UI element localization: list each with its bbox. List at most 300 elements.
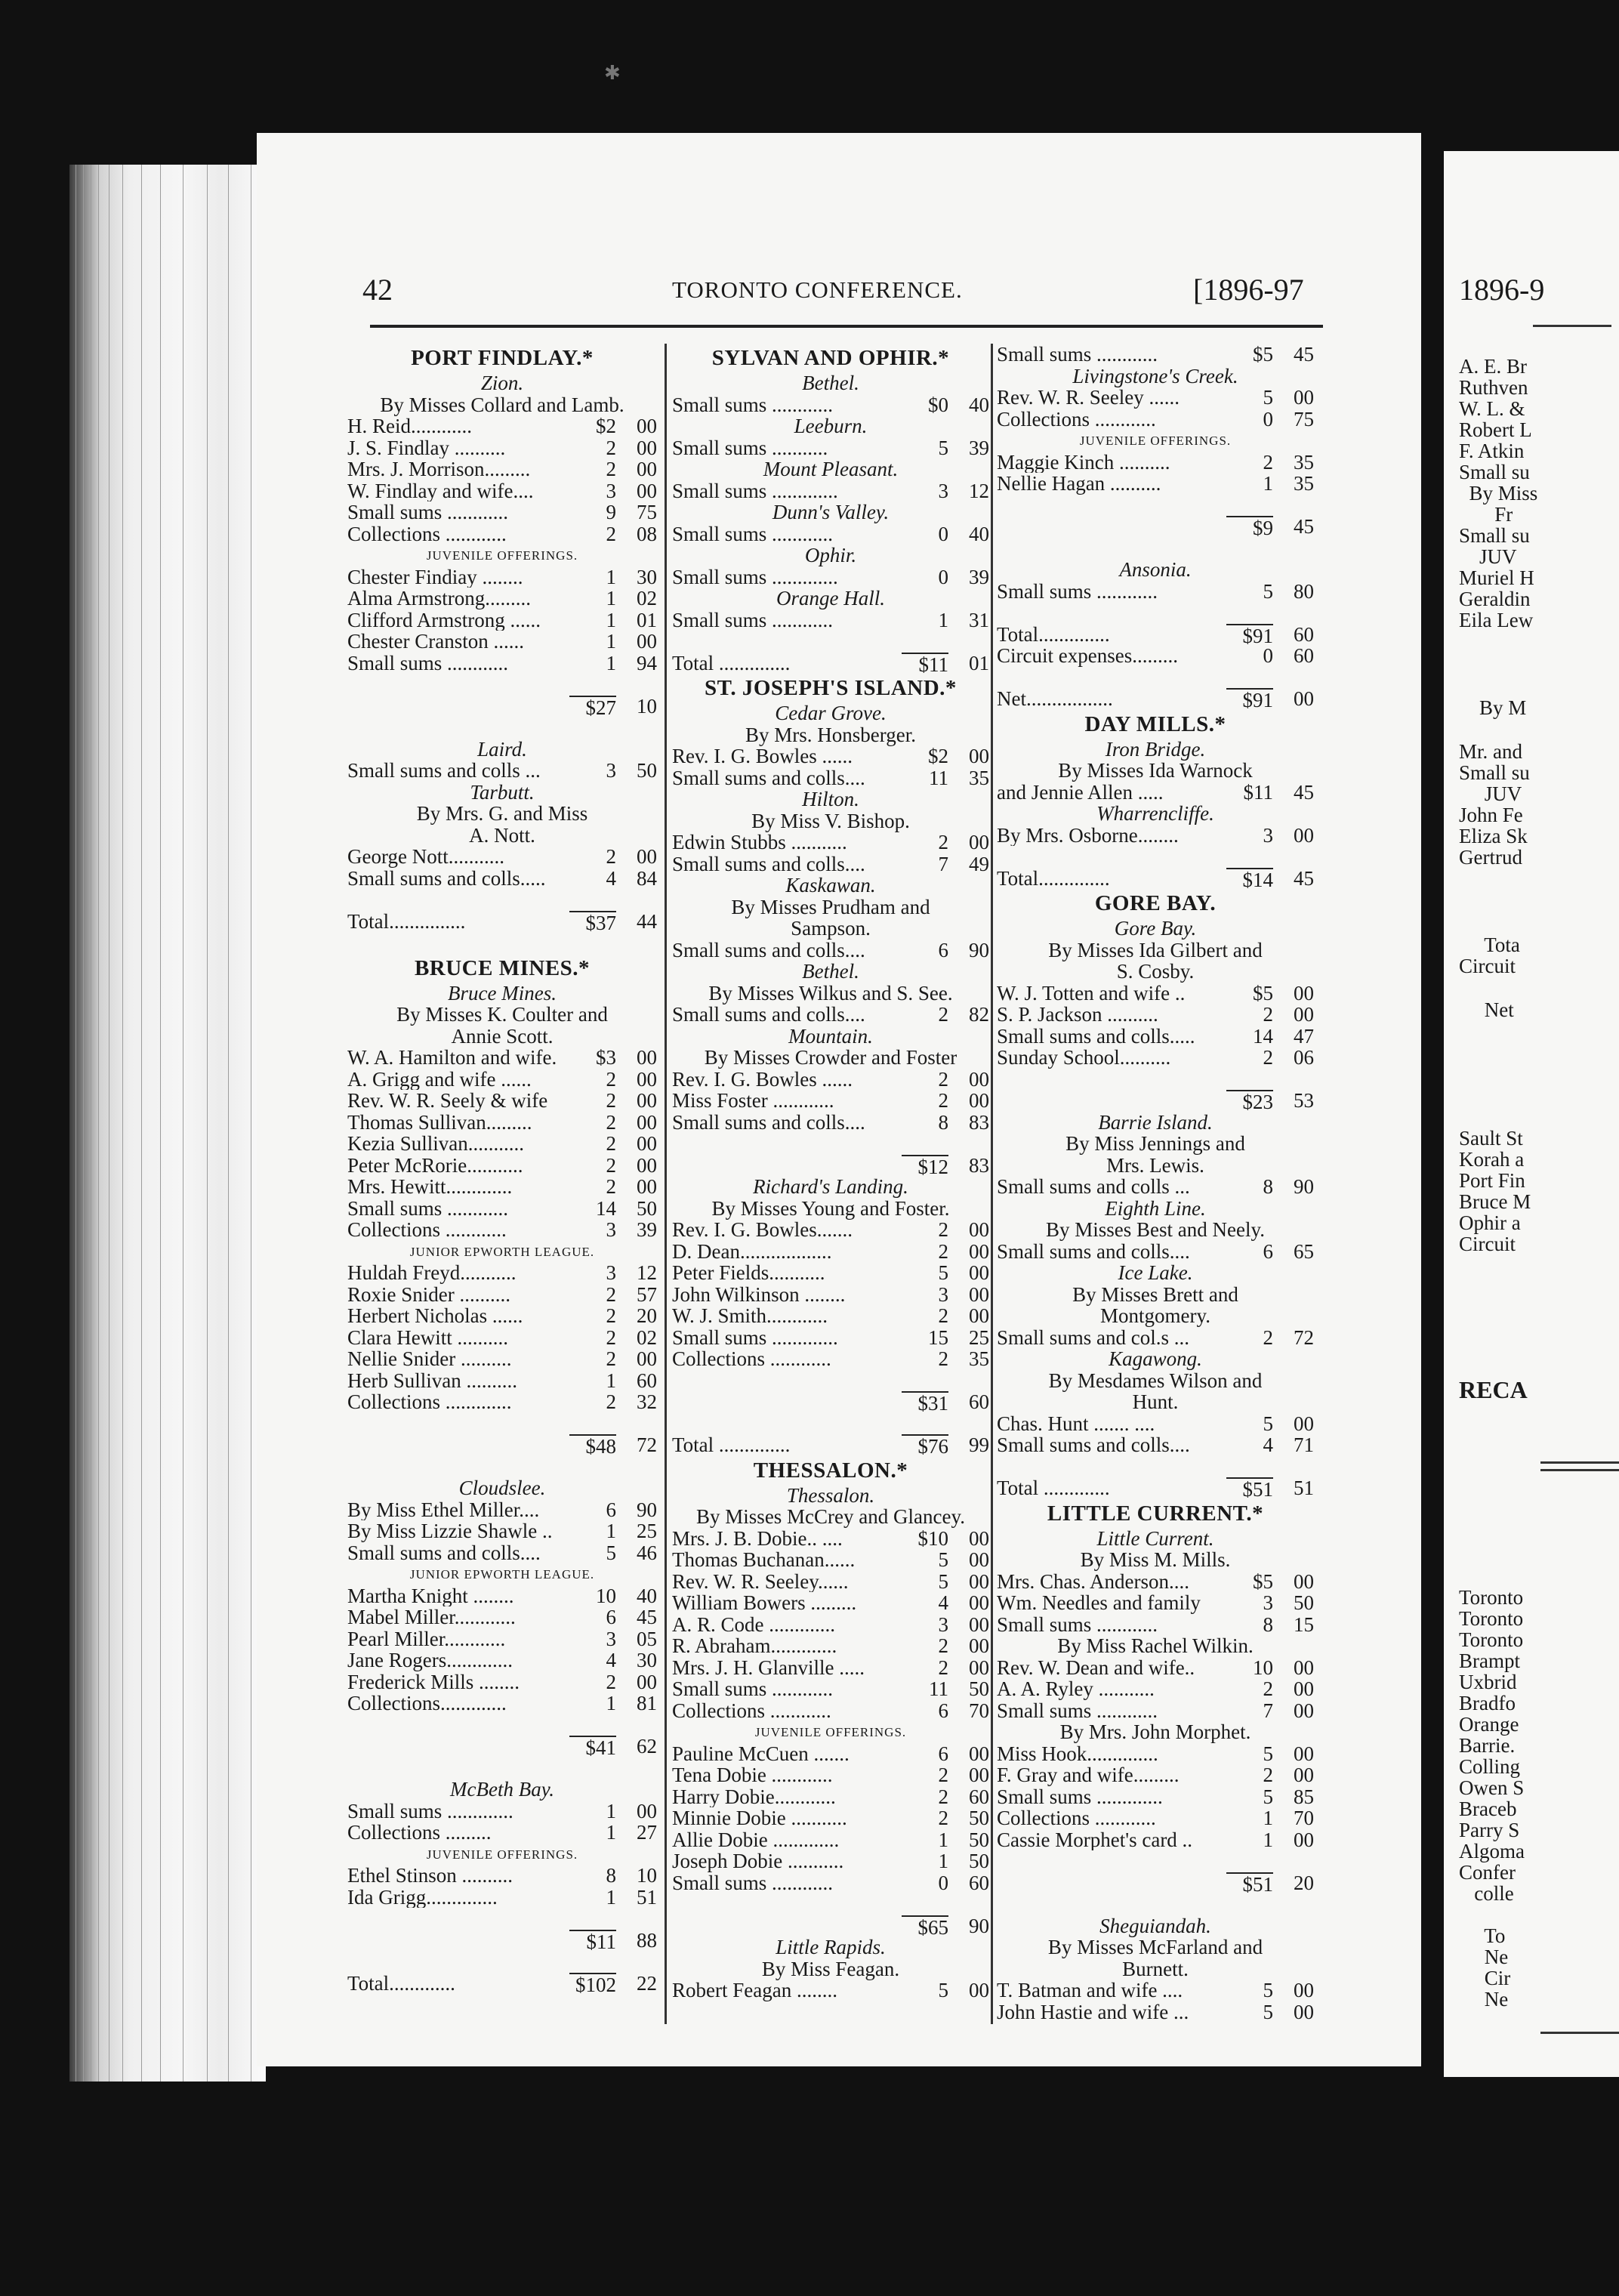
- amount-dollars: $51: [1226, 1872, 1273, 1894]
- entry-name: Collections.............: [347, 1693, 507, 1714]
- amount-cents: 20: [637, 1305, 657, 1327]
- amount-cents: 00: [969, 1656, 989, 1678]
- entry-name: Rev. W. R. Seeley......: [672, 1570, 849, 1592]
- entry-row: [347, 1176, 657, 1198]
- entry-row: [997, 1614, 1314, 1636]
- entry-row: [347, 1822, 657, 1844]
- amount-cents: 00: [969, 1283, 989, 1305]
- entry-name: R. Abraham.............: [672, 1635, 837, 1657]
- entry-name: Small sums .............: [672, 1326, 838, 1348]
- amount-cents: 00: [637, 1133, 657, 1155]
- entry-name: Small sums .............: [672, 566, 838, 588]
- amount-cents: 45: [637, 1606, 657, 1628]
- amount-cents: 20: [1294, 1872, 1314, 1893]
- entry-row: [347, 523, 657, 545]
- amount-cents: 00: [1294, 1980, 1314, 2001]
- right-page-fragment: Gertrud: [1459, 846, 1522, 869]
- entry-row: [997, 1786, 1314, 1808]
- amount-cents: 30: [637, 1649, 657, 1671]
- spacer: [997, 667, 1314, 689]
- amount-dollars: 2: [938, 1068, 948, 1090]
- entry-row: [672, 1678, 989, 1700]
- amount-dollars: 5: [1263, 1412, 1273, 1434]
- entry-row: [347, 846, 657, 868]
- entry-name: [672, 1391, 902, 1413]
- amount-cents: 22: [637, 1972, 657, 1994]
- entry-name: Total..............: [997, 623, 1110, 645]
- amount-cents: 60: [1294, 645, 1314, 667]
- amount-dollars: $102: [569, 1973, 616, 1995]
- entry-name: Small sums ............: [997, 580, 1158, 602]
- amount-cents: 99: [969, 1434, 989, 1456]
- entry-name: A. A. Ryley ...........: [997, 1678, 1155, 1700]
- amount-dollars: 2: [606, 1671, 616, 1693]
- entry-name: Small sums ............: [347, 652, 509, 674]
- entry-name: Rev. W. R. Seeley ......: [997, 387, 1180, 409]
- right-page-fragment: Tota: [1459, 934, 1520, 956]
- total-row: [997, 868, 1314, 890]
- entry-name: W. Findlay and wife....: [347, 480, 534, 501]
- entry-row: [672, 1635, 989, 1657]
- amount-dollars: $91: [1226, 624, 1273, 646]
- right-page-fragment: RECA: [1459, 1376, 1528, 1403]
- amount-dollars: 1: [1263, 1828, 1273, 1850]
- entry-name: Collections .............: [347, 1391, 512, 1413]
- amount-cents: 50: [969, 1678, 989, 1700]
- entry-row: [672, 1219, 989, 1241]
- entry-name: F. Gray and wife.........: [997, 1764, 1180, 1786]
- entry-name: Herbert Nicholas ......: [347, 1305, 523, 1327]
- right-page-fragment: Bradfo: [1459, 1692, 1516, 1714]
- amount-cents: 00: [637, 1090, 657, 1112]
- entry-row: [347, 458, 657, 480]
- amount-dollars: 3: [938, 1283, 948, 1305]
- amount-cents: 00: [1294, 1699, 1314, 1721]
- amount-dollars: 14: [596, 1197, 616, 1219]
- amount-dollars: 5: [1263, 580, 1273, 602]
- amount-dollars: 10: [1253, 1656, 1273, 1678]
- place-name: Livingstone's Creek.: [1072, 364, 1238, 387]
- amount-cents: 00: [637, 1047, 657, 1069]
- amount-cents: 35: [969, 767, 989, 788]
- amount-cents: 81: [637, 1693, 657, 1714]
- amount-cents: 00: [969, 1549, 989, 1571]
- amount-dollars: 2: [606, 437, 616, 458]
- entry-name: Jane Rogers.............: [347, 1649, 513, 1671]
- entry-name: Cassie Morphet's card ..: [997, 1828, 1193, 1850]
- amount-dollars: 2: [938, 1656, 948, 1678]
- amount-dollars: 2: [606, 1068, 616, 1090]
- right-page-fragment: Ruthven: [1459, 376, 1528, 399]
- amount-dollars: $23: [1226, 1090, 1273, 1112]
- total-row: [997, 1090, 1314, 1112]
- amount-cents: 00: [637, 1671, 657, 1693]
- amount-cents: 00: [637, 415, 657, 437]
- amount-dollars: $5: [1253, 982, 1273, 1004]
- collector-line: By Misses Ida Warnock: [1058, 759, 1253, 782]
- entry-name: Small sums and colls....: [672, 939, 865, 961]
- entry-name: Peter Fields...........: [672, 1262, 825, 1284]
- amount-cents: 94: [637, 652, 657, 674]
- page-number: 42: [362, 273, 393, 307]
- amount-dollars: 2: [606, 1326, 616, 1348]
- place-name: Richard's Landing.: [753, 1175, 908, 1198]
- spacer: [997, 1850, 1314, 1872]
- right-page-fragment: Confer: [1459, 1861, 1516, 1884]
- right-page-fragment: Circuit: [1459, 955, 1521, 977]
- amount-cents: 00: [1294, 1656, 1314, 1678]
- column-divider-1: [665, 344, 667, 2024]
- right-page-fragment: Parry S: [1459, 1819, 1520, 1841]
- entry-row: [672, 1764, 989, 1786]
- amount-cents: 01: [637, 609, 657, 631]
- right-page-fragment: colle: [1459, 1882, 1514, 1905]
- entry-name: By Mrs. Osborne........: [997, 824, 1179, 846]
- collector-line: By Misses Best and Neely.: [1046, 1218, 1265, 1241]
- collector-line: By Mrs. Honsberger.: [745, 723, 916, 746]
- place-name: Little Rapids.: [776, 1936, 886, 1958]
- amount-dollars: 5: [1263, 387, 1273, 409]
- amount-dollars: $14: [1226, 868, 1273, 890]
- right-page-fragment: A. E. Br: [1459, 355, 1527, 378]
- amount-cents: 00: [969, 1570, 989, 1592]
- amount-dollars: $11: [1243, 781, 1273, 803]
- collector-line: Mrs. Lewis.: [1106, 1153, 1204, 1177]
- entry-row: [997, 1764, 1314, 1786]
- right-page-fragment: Circuit: [1459, 1233, 1516, 1255]
- collector-line: By Misses K. Coulter and: [396, 1003, 608, 1026]
- spacer: [672, 631, 989, 653]
- amount-dollars: $65: [902, 1915, 948, 1937]
- place-name: Mount Pleasant.: [763, 458, 899, 480]
- amount-dollars: 1: [606, 1520, 616, 1542]
- amount-cents: 12: [969, 480, 989, 501]
- total-row: [997, 624, 1314, 646]
- amount-cents: 01: [969, 652, 989, 674]
- column-1: [347, 344, 657, 1994]
- right-page-fragment: Small su: [1459, 461, 1530, 483]
- place-name: Bethel.: [802, 372, 859, 394]
- entry-name: Alma Armstrong.........: [347, 588, 531, 609]
- entry-row: [347, 1606, 657, 1628]
- total-row: [672, 1391, 989, 1413]
- amount-cents: 06: [1294, 1047, 1314, 1069]
- amount-cents: 90: [969, 939, 989, 961]
- amount-dollars: 8: [1263, 1176, 1273, 1198]
- place-name: Barrie Island.: [1098, 1110, 1213, 1134]
- entry-name: Total ..............: [672, 1434, 791, 1456]
- entry-row: [672, 1571, 989, 1593]
- entry-name: A. R. Code .............: [672, 1613, 835, 1635]
- total-row: [997, 1477, 1314, 1499]
- entry-name: John Hastie and wife ...: [997, 2001, 1189, 2023]
- amount-dollars: 2: [1263, 451, 1273, 473]
- entry-row: [347, 609, 657, 631]
- amount-cents: 30: [637, 566, 657, 588]
- amount-dollars: 5: [938, 1262, 948, 1284]
- amount-cents: 84: [637, 867, 657, 889]
- amount-cents: 25: [637, 1520, 657, 1542]
- amount-dollars: 5: [1263, 1742, 1273, 1764]
- entry-row: [347, 1649, 657, 1671]
- spacer: [672, 1413, 989, 1435]
- spacer: [672, 1893, 989, 1915]
- entry-row: [672, 1528, 989, 1550]
- amount-dollars: 2: [1263, 1047, 1273, 1069]
- entry-name: Ethel Stinson ..........: [347, 1865, 513, 1887]
- amount-cents: 00: [969, 1527, 989, 1549]
- subsection-caption: JUVENILE OFFERINGS.: [426, 548, 578, 563]
- entry-row: [672, 1004, 989, 1026]
- section-heading: GORE BAY.: [1094, 891, 1217, 915]
- entry-row: [997, 1004, 1314, 1026]
- collector-line: By Misses Young and Foster.: [711, 1196, 950, 1220]
- entry-name: Small sums ............: [997, 344, 1158, 366]
- amount-cents: 85: [1294, 1785, 1314, 1807]
- amount-cents: 00: [969, 1219, 989, 1241]
- amount-cents: 00: [969, 1305, 989, 1327]
- entry-row: [672, 1348, 989, 1370]
- place-name: Hilton.: [802, 788, 859, 810]
- entry-row: [347, 1305, 657, 1327]
- entry-name: Mrs. Chas. Anderson....: [997, 1570, 1189, 1592]
- right-page-fragment: F. Atkin: [1459, 440, 1525, 462]
- entry-name: Small sums and colls....: [672, 767, 865, 788]
- amount-dollars: 8: [938, 1111, 948, 1133]
- right-page-fragment: Owen S: [1459, 1776, 1525, 1799]
- amount-dollars: $11: [902, 653, 948, 674]
- page-stack-edges: [69, 165, 266, 2082]
- entry-name: Rev. W. Dean and wife..: [997, 1656, 1195, 1678]
- entry-row: [672, 1069, 989, 1091]
- right-page-fragment: Braceb: [1459, 1798, 1517, 1820]
- entry-row: [997, 1592, 1314, 1614]
- amount-cents: 53: [1294, 1090, 1314, 1112]
- amount-dollars: 14: [1253, 1025, 1273, 1047]
- amount-dollars: 2: [938, 1807, 948, 1829]
- place-name: Leeburn.: [794, 415, 868, 437]
- entry-row: [347, 1155, 657, 1177]
- amount-cents: 00: [969, 1262, 989, 1284]
- entry-row: [672, 437, 989, 459]
- entry-row: [347, 1112, 657, 1134]
- entry-row: [997, 983, 1314, 1004]
- entry-name: [672, 1915, 902, 1937]
- entry-name: Small sums ............: [347, 1197, 509, 1219]
- section-heading: LITTLE CURRENT.*: [1047, 1501, 1264, 1526]
- amount-cents: 00: [1294, 1004, 1314, 1026]
- amount-cents: 02: [637, 588, 657, 609]
- entry-row: [672, 1305, 989, 1327]
- amount-dollars: $41: [569, 1736, 616, 1757]
- amount-dollars: 6: [606, 1606, 616, 1628]
- entry-name: Thomas Buchanan......: [672, 1549, 856, 1571]
- entry-row: [347, 1520, 657, 1542]
- right-page-fragment: Fr: [1459, 503, 1513, 526]
- entry-name: Clifford Armstrong ......: [347, 609, 541, 631]
- amount-cents: 00: [969, 1980, 989, 2001]
- collector-line: By Misses Brett and: [1072, 1282, 1238, 1306]
- amount-cents: 45: [1294, 344, 1314, 366]
- entry-name: Chester Findiay ........: [347, 566, 523, 588]
- amount-dollars: $2: [596, 415, 616, 437]
- entry-row: [997, 1980, 1314, 2001]
- total-row: [347, 1736, 657, 1757]
- entry-name: Small sums and colls ...: [997, 1176, 1190, 1198]
- amount-dollars: 2: [938, 832, 948, 853]
- entry-name: [672, 1155, 902, 1177]
- amount-cents: 00: [1294, 1828, 1314, 1850]
- entry-name: Minnie Dobie ...........: [672, 1807, 847, 1829]
- entry-name: [347, 1736, 569, 1757]
- amount-dollars: 5: [938, 1570, 948, 1592]
- amount-cents: 80: [1294, 580, 1314, 602]
- amount-dollars: 2: [938, 1240, 948, 1262]
- right-page-fragment: Sault St: [1459, 1127, 1523, 1150]
- section-heading: PORT FINDLAY.*: [411, 346, 594, 370]
- total-row: [347, 696, 657, 718]
- subsection-caption: JUNIOR EPWORTH LEAGUE.: [409, 1244, 595, 1259]
- entry-name: Pearl Miller............: [347, 1628, 506, 1649]
- amount-dollars: 6: [938, 1742, 948, 1764]
- total-row: [672, 653, 989, 674]
- spacer: [347, 717, 657, 739]
- entry-row: [672, 940, 989, 961]
- amount-dollars: 2: [606, 523, 616, 545]
- amount-cents: 00: [637, 1348, 657, 1370]
- place-name: Ice Lake.: [1118, 1261, 1193, 1284]
- collector-line: Hunt.: [1132, 1390, 1179, 1413]
- amount-cents: 00: [637, 1176, 657, 1198]
- amount-cents: 65: [1294, 1240, 1314, 1262]
- amount-dollars: 5: [938, 1549, 948, 1571]
- entry-name: Mrs. Hewitt.............: [347, 1176, 513, 1198]
- entry-name: Rev. I. G. Bowles ......: [672, 1068, 853, 1090]
- place-name: Little Current.: [1096, 1526, 1214, 1550]
- entry-name: Small sums and col.s ...: [997, 1326, 1189, 1348]
- amount-cents: 27: [637, 1822, 657, 1844]
- entry-name: Clara Hewitt ..........: [347, 1326, 508, 1348]
- amount-dollars: $12: [902, 1155, 948, 1177]
- amount-dollars: 1: [1263, 1807, 1273, 1829]
- place-name: Kaskawan.: [785, 874, 876, 896]
- amount-dollars: 1: [606, 1369, 616, 1391]
- amount-cents: 44: [637, 910, 657, 932]
- amount-dollars: 3: [606, 1628, 616, 1649]
- entry-row: [672, 1112, 989, 1134]
- entry-row: [347, 501, 657, 523]
- amount-cents: 39: [969, 566, 989, 588]
- amount-cents: 00: [637, 458, 657, 480]
- amount-dollars: 2: [1263, 1326, 1273, 1348]
- amount-dollars: 11: [929, 767, 948, 788]
- entry-row: [997, 344, 1314, 366]
- entry-row: [347, 1327, 657, 1349]
- right-page-fragment: Colling: [1459, 1755, 1521, 1778]
- entry-name: D. Dean..................: [672, 1240, 832, 1262]
- amount-cents: 40: [969, 523, 989, 545]
- right-rule-1: [1540, 1461, 1619, 1464]
- amount-dollars: 4: [1263, 1434, 1273, 1456]
- entry-row: [997, 581, 1314, 603]
- total-row: [997, 1872, 1314, 1894]
- spacer: [347, 1908, 657, 1930]
- amount-dollars: $11: [569, 1930, 616, 1952]
- entry-row: [347, 1090, 657, 1112]
- entry-name: Kezia Sullivan...........: [347, 1133, 524, 1155]
- entry-name: Rev. I. G. Bowles ......: [672, 745, 853, 767]
- entry-row: [347, 1865, 657, 1887]
- amount-cents: 72: [1294, 1326, 1314, 1348]
- amount-dollars: 2: [938, 1785, 948, 1807]
- amount-dollars: 3: [606, 480, 616, 501]
- entry-name: Pauline McCuen .......: [672, 1742, 850, 1764]
- total-row: [347, 1973, 657, 1995]
- amount-dollars: 4: [606, 1649, 616, 1671]
- section-heading: THESSALON.*: [753, 1458, 908, 1483]
- amount-dollars: 2: [606, 1305, 616, 1327]
- entry-name: Collections ............: [997, 408, 1156, 430]
- spacer: [997, 495, 1314, 517]
- amount-cents: 00: [1294, 1742, 1314, 1764]
- entry-name: Ida Grigg..............: [347, 1886, 498, 1908]
- right-page-fragment: Orange: [1459, 1713, 1519, 1736]
- amount-cents: 75: [637, 501, 657, 523]
- right-page-fragment: Algoma: [1459, 1840, 1525, 1862]
- amount-dollars: 0: [938, 1872, 948, 1893]
- place-name: Wharrencliffe.: [1096, 802, 1214, 825]
- amount-cents: 00: [969, 1592, 989, 1614]
- collector-line: By Miss Rachel Wilkin.: [1057, 1634, 1254, 1657]
- entry-name: Small sums ............: [672, 523, 834, 545]
- right-page-fragment: Mr. and: [1459, 740, 1528, 763]
- entry-row: [347, 1887, 657, 1909]
- spacer: [347, 1951, 657, 1973]
- right-page-fragment: John Fe: [1459, 804, 1523, 826]
- entry-name: Small sums and colls....: [672, 853, 865, 875]
- entry-name: Net.................: [997, 688, 1113, 710]
- amount-dollars: 4: [938, 1592, 948, 1614]
- entry-name: Small sums .............: [347, 1800, 513, 1822]
- amount-dollars: $0: [928, 393, 948, 415]
- spacer: [347, 1714, 657, 1736]
- entry-row: [672, 1807, 989, 1829]
- section-heading: SYLVAN AND OPHIR.*: [711, 346, 950, 370]
- amount-cents: 60: [1294, 623, 1314, 645]
- amount-cents: 35: [969, 1348, 989, 1370]
- amount-dollars: $3: [596, 1047, 616, 1069]
- place-name: Thessalon.: [786, 1483, 875, 1507]
- entry-row: [347, 1219, 657, 1241]
- amount-dollars: 1: [606, 566, 616, 588]
- amount-cents: 46: [637, 1541, 657, 1563]
- amount-cents: 00: [1294, 982, 1314, 1004]
- collector-line: By Mrs. John Morphet.: [1059, 1720, 1251, 1743]
- spacer: [997, 846, 1314, 868]
- amount-dollars: 2: [938, 1764, 948, 1786]
- amount-cents: 82: [969, 1004, 989, 1026]
- amount-dollars: 2: [938, 1090, 948, 1112]
- entry-row: [997, 473, 1314, 495]
- amount-cents: 70: [1294, 1807, 1314, 1829]
- entry-name: Rev. W. R. Seely & wife: [347, 1090, 548, 1112]
- amount-cents: 00: [637, 1800, 657, 1822]
- amount-cents: 00: [969, 1635, 989, 1657]
- amount-cents: 83: [969, 1154, 989, 1176]
- entry-row: [347, 760, 657, 782]
- entry-name: Mrs. J. Morrison.........: [347, 458, 531, 480]
- amount-cents: 10: [637, 695, 657, 717]
